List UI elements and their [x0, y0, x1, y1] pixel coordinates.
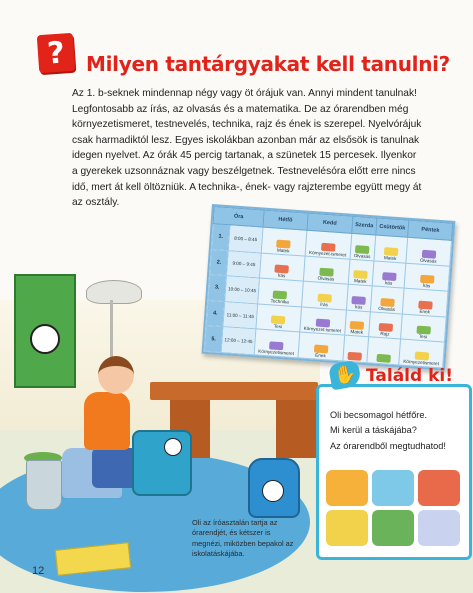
subject-icon: [376, 354, 391, 363]
period-number: 5.: [204, 326, 223, 353]
find-out-line: Mi kerül a táskájába?: [330, 425, 417, 436]
lesson-label: Matek: [353, 278, 367, 285]
football-icon: [262, 480, 284, 502]
lesson-cell: [345, 310, 370, 337]
question-mark-badge: ?: [37, 33, 76, 73]
ruler-item: [372, 470, 414, 506]
lesson-label: Rajz: [380, 331, 390, 338]
backpack: [248, 458, 300, 518]
lesson-label: Környezet-ismeret: [303, 326, 342, 334]
lesson-label: Matek: [276, 247, 290, 254]
paint-box-item: [418, 470, 460, 506]
lesson-label: Írás: [277, 272, 286, 279]
flute-item: [326, 470, 368, 506]
lesson-cell: [368, 312, 402, 340]
lesson-cell: [299, 307, 346, 336]
day-header: Csütörtök: [375, 218, 409, 237]
period-number: 3.: [208, 275, 227, 302]
lesson-cell: [259, 253, 304, 282]
desk-leg-right: [276, 400, 316, 458]
intro-paragraph: Az 1. b-seknek mindennap négy vagy öt órájuk van. Annyi mindent tanulnak! Legfontosabb az írás, az olvasás és a matematika. De az órarendben még környezetismeret, testnevelés, technika, rajz és ének is szerepel. Nyelvórájuk csak harmadiktól lesz. Egyes iskolákban azonban már az elsősök is tanulnak idegen nyelvet. Az órák 45 percig tartanak, a szünetek 15 percesek. Ilyenkor a gyerekek uzsonnáznak vagy beszélgetnek. Testnevelésóra előtt erre nincs idő, mert át kell öltözniük. A technika-, ének- vagy rajzterembe együtt megy át az osztály.: [72, 88, 422, 209]
lesson-cell: [370, 286, 404, 314]
find-out-line: Az órarendből megtudhatod!: [330, 440, 446, 451]
period-time: 9:00 – 9:45: [227, 250, 262, 278]
lesson-cell: [348, 259, 373, 286]
book-item: [372, 510, 414, 546]
find-out-title: Találd ki!: [366, 366, 453, 386]
lesson-cell: [301, 281, 348, 310]
lesson-cell: [254, 329, 299, 358]
lesson-label: Tesi: [418, 334, 428, 340]
timetable-poster: [202, 204, 456, 371]
day-header: Kedd: [307, 213, 353, 233]
lesson-cell: [399, 339, 444, 368]
lesson-cell: [346, 284, 371, 311]
lesson-cell: [305, 230, 352, 259]
period-time: 10:00 – 10:45: [225, 276, 260, 304]
lesson-cell: [343, 335, 368, 362]
lesson-label: Írás: [354, 303, 363, 310]
lesson-cell: [258, 278, 303, 307]
lesson-label: Környezetismeret: [258, 348, 295, 357]
period-time: 11:00 – 11:45: [223, 301, 258, 329]
lesson-cell: [350, 233, 375, 260]
subject-icon: [348, 352, 363, 361]
boy-head: [98, 356, 134, 394]
lesson-label: Olvasás: [317, 275, 335, 282]
lesson-cell: [298, 332, 345, 361]
timetable-grid: [204, 206, 454, 368]
lesson-label: Olvasás: [353, 252, 371, 259]
lesson-label: Környezet-ismeret: [308, 249, 347, 258]
timetable-corner: Óra: [213, 207, 264, 227]
day-header: Hétfő: [263, 210, 308, 230]
lesson-label: Technika: [270, 298, 289, 305]
lesson-label: Tesi: [273, 323, 283, 330]
lesson-cell: [372, 261, 406, 289]
period-number: 4.: [206, 300, 225, 327]
lesson-label: Környezetismeret: [403, 358, 440, 367]
lesson-cell: [303, 256, 350, 285]
lesson-label: Írás: [422, 283, 431, 289]
lesson-cell: [261, 227, 306, 256]
school-bag: [132, 430, 192, 496]
boy-body: [84, 392, 130, 450]
find-out-text: [330, 408, 466, 454]
football-icon: [164, 438, 182, 456]
football-icon: [30, 324, 60, 354]
hand-icon: ✋: [328, 360, 362, 391]
period-time: 12:00 – 12:45: [221, 327, 256, 355]
lesson-cell: [403, 288, 448, 317]
illustration-caption: Oli az íróasztalán tartja az órarendjét, és kétszer is megnézi, miközben bepakol az iskolatáskájába.: [192, 518, 294, 559]
lesson-cell: [401, 314, 446, 343]
lesson-cell: [404, 263, 449, 292]
desk: [150, 382, 318, 400]
lesson-label: Ének: [419, 308, 431, 315]
page-title: Milyen tantárgyakat kell tanulni?: [86, 52, 450, 76]
lesson-cell: [406, 237, 451, 266]
lesson-cell: [374, 235, 408, 263]
lesson-label: Írás: [384, 280, 393, 286]
lesson-label: Matek: [383, 254, 397, 261]
day-header: Szerda: [352, 216, 377, 235]
lesson-label: Matek: [350, 329, 364, 336]
scissors-item: [326, 510, 368, 546]
period-time: 8:00 – 8:45: [228, 225, 263, 253]
lesson-label: Olvasás: [378, 305, 396, 312]
lamp-shade: [86, 280, 142, 304]
sneakers-item: [418, 510, 460, 546]
lesson-label: Írás: [320, 301, 329, 308]
lesson-label: Olvasás: [419, 257, 437, 264]
waste-bin: [26, 460, 62, 510]
period-number: 1.: [211, 224, 230, 251]
football-banner: [14, 274, 76, 388]
day-header: Péntek: [408, 220, 453, 240]
lesson-cell: [367, 337, 401, 365]
period-number: 2.: [210, 249, 229, 276]
school-items-illustration: [326, 470, 460, 546]
find-out-line: Oli becsomagol hétfőre.: [330, 410, 428, 420]
lesson-label: Ének: [315, 352, 326, 359]
page-number: 12: [32, 565, 45, 577]
lesson-cell: [256, 304, 301, 333]
